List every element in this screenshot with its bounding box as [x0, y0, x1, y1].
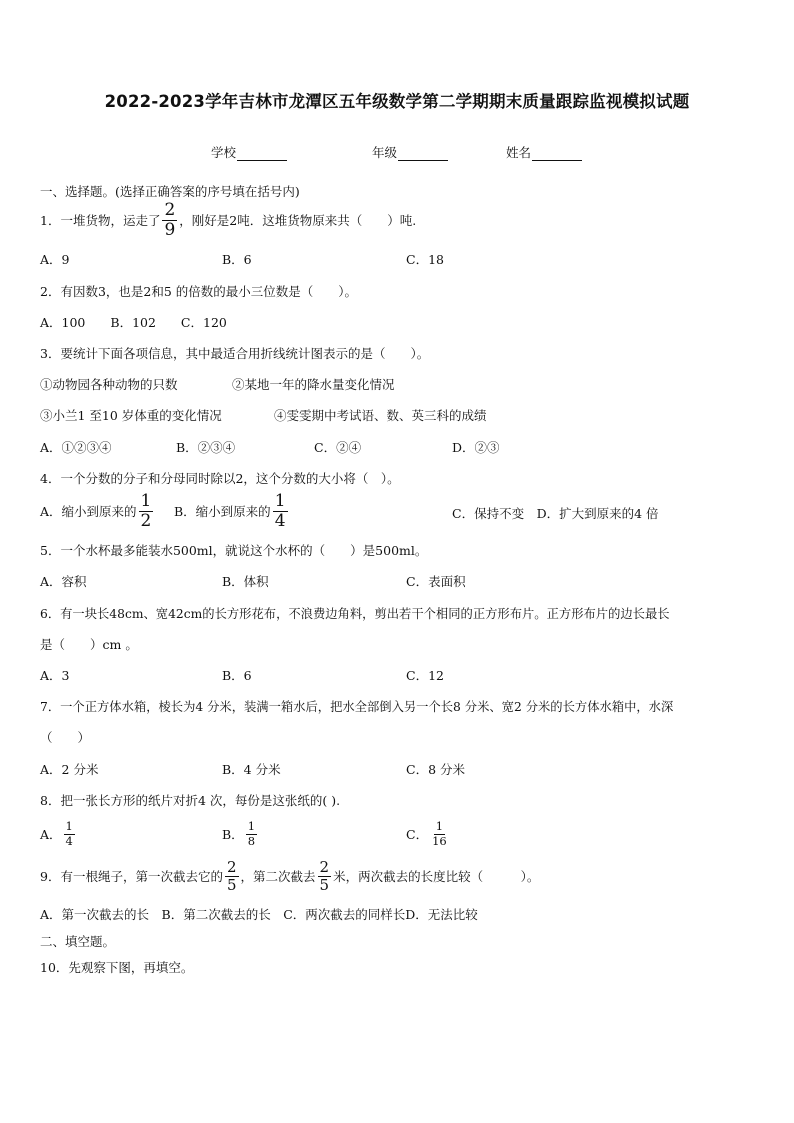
- q8-b-num: 1: [247, 819, 256, 833]
- q9-fraction-2: [318, 857, 332, 894]
- q8-option-c-fraction: [430, 821, 449, 847]
- q8-option-b-label: B．: [222, 827, 244, 842]
- q9-f1-den: 5: [226, 875, 237, 894]
- q7-option-c[interactable]: C．8 分米: [406, 762, 465, 777]
- q5-option-c[interactable]: C．表面积: [406, 574, 466, 589]
- q4-a-den: 2: [140, 510, 152, 531]
- q8-option-a[interactable]: [40, 816, 77, 852]
- q8-option-c[interactable]: [406, 816, 451, 852]
- question-7-line2: （ ）: [40, 730, 91, 745]
- q3-item-3: ③小兰1 至10 岁体重的变化情况: [40, 408, 222, 423]
- q6-option-c[interactable]: C．12: [406, 668, 444, 683]
- q3-item-2: ②某地一年的降水量变化情况: [232, 377, 395, 392]
- question-6-line2: 是（ ）cm 。: [40, 637, 138, 652]
- q4-option-a[interactable]: [40, 492, 155, 530]
- q3-option-d[interactable]: D．②③: [452, 440, 500, 455]
- q9-f2-den: 5: [319, 875, 330, 894]
- q1-option-a[interactable]: A．9: [40, 252, 70, 267]
- q3-item-1: ①动物园各种动物的只数: [40, 377, 178, 392]
- q1-text-pre: 1．一堆货物，运走了: [40, 213, 161, 228]
- name-field[interactable]: [506, 143, 582, 161]
- q4-b-num: 1: [274, 490, 286, 511]
- q8-a-num: 1: [65, 819, 73, 833]
- grade-field[interactable]: [372, 143, 448, 161]
- q9-text-post: 米，两次截去的长度比较（ ）。: [333, 869, 540, 884]
- name-blank[interactable]: [532, 147, 582, 161]
- q8-b-den: 8: [247, 833, 256, 848]
- name-label: 姓名: [506, 145, 532, 160]
- q5-option-a[interactable]: A．容积: [40, 574, 87, 589]
- q4-option-b-label: B．缩小到原来的: [174, 504, 271, 519]
- q4-option-b-fraction: [273, 490, 288, 531]
- q3-option-b[interactable]: B．②③④: [176, 440, 236, 455]
- school-blank[interactable]: [237, 147, 287, 161]
- q8-option-a-fraction: [64, 821, 75, 847]
- q3-option-a[interactable]: A．①②③④: [40, 440, 112, 455]
- question-8: 8．把一张长方形的纸片对折4 次，每份是这张纸的( ).: [40, 793, 341, 808]
- q2-options[interactable]: A．100 B．102 C．120: [40, 315, 227, 330]
- q4-a-num: 1: [140, 490, 152, 511]
- q4-option-a-fraction: [139, 490, 154, 531]
- question-1: [40, 199, 417, 240]
- question-6-line1: 6．有一块长48cm、宽42cm的长方形花布，不浪费边角料，剪出若干个相同的正方形布片。正方形布片的边长最长: [40, 607, 670, 621]
- grade-blank[interactable]: [398, 147, 448, 161]
- school-field[interactable]: [211, 143, 287, 161]
- q9-options[interactable]: A．第一次截去的长 B．第二次截去的长 C．两次截去的同样长D．无法比较: [40, 907, 478, 922]
- q5-option-b[interactable]: B．体积: [222, 574, 269, 589]
- q1-option-c[interactable]: C．18: [406, 252, 444, 267]
- q4-options-cd[interactable]: C．保持不变 D．扩大到原来的4 倍: [452, 506, 659, 521]
- q9-text-pre: 9．有一根绳子，第一次截去它的: [40, 869, 223, 884]
- q4-b-den: 4: [274, 510, 286, 531]
- q6-option-b[interactable]: B．6: [222, 668, 252, 683]
- question-4: 4．一个分数的分子和分母同时除以2，这个分数的大小将（ ）。: [40, 471, 400, 486]
- q1-option-b[interactable]: B．6: [222, 252, 252, 267]
- q8-c-den: 16: [432, 833, 447, 848]
- q4-option-b[interactable]: [174, 492, 290, 530]
- q8-option-b[interactable]: [222, 816, 259, 852]
- section1-heading: 一、选择题。(选择正确答案的序号填在括号内): [40, 184, 300, 199]
- q7-option-b[interactable]: B．4 分米: [222, 762, 281, 777]
- question-3: 3．要统计下面各项信息，其中最适合用折线统计图表示的是（ ）。: [40, 346, 430, 361]
- q1-frac-num: 2: [164, 199, 176, 220]
- q7-option-a[interactable]: A．2 分米: [40, 762, 99, 777]
- question-7-line1: 7．一个正方体水箱，棱长为4 分米，装满一箱水后，把水全部倒入另一个长8 分米、宽2 分米的长方体水箱中，水深: [40, 700, 674, 714]
- school-label: 学校: [211, 145, 237, 160]
- section2-heading: 二、填空题。: [40, 934, 116, 949]
- q8-option-a-label: A．: [40, 827, 62, 842]
- q9-f2-num: 2: [319, 857, 330, 876]
- q3-option-c[interactable]: C．②④: [314, 440, 362, 455]
- q1-frac-den: 9: [164, 219, 176, 240]
- q4-option-a-label: A．缩小到原来的: [40, 504, 137, 519]
- q6-option-a[interactable]: A．3: [40, 668, 70, 683]
- q8-c-num: 1: [435, 819, 444, 833]
- q9-fraction-1: [225, 857, 239, 894]
- question-2: 2．有因数3，也是2和5 的倍数的最小三位数是（ ）。: [40, 284, 358, 299]
- q1-text-post: ，刚好是2吨．这堆货物原来共（ ）吨.: [179, 213, 417, 228]
- question-5: 5．一个水杯最多能装水500ml，就说这个水杯的（ ）是500ml。: [40, 543, 428, 558]
- question-10: 10．先观察下图，再填空。: [40, 960, 194, 975]
- q1-fraction: [162, 199, 177, 240]
- page-title: 2022-2023学年吉林市龙潭区五年级数学第二学期期末质量跟踪监视模拟试题: [104, 92, 690, 111]
- question-9: [40, 857, 539, 895]
- q9-text-mid: ，第二次截去: [240, 869, 316, 884]
- q8-option-b-fraction: [246, 821, 257, 847]
- q9-f1-num: 2: [226, 857, 237, 876]
- q8-a-den: 4: [65, 833, 73, 848]
- q3-item-4: ④雯雯期中考试语、数、英三科的成绩: [274, 408, 487, 423]
- q8-option-c-label: C．: [406, 827, 429, 842]
- grade-label: 年级: [372, 145, 398, 160]
